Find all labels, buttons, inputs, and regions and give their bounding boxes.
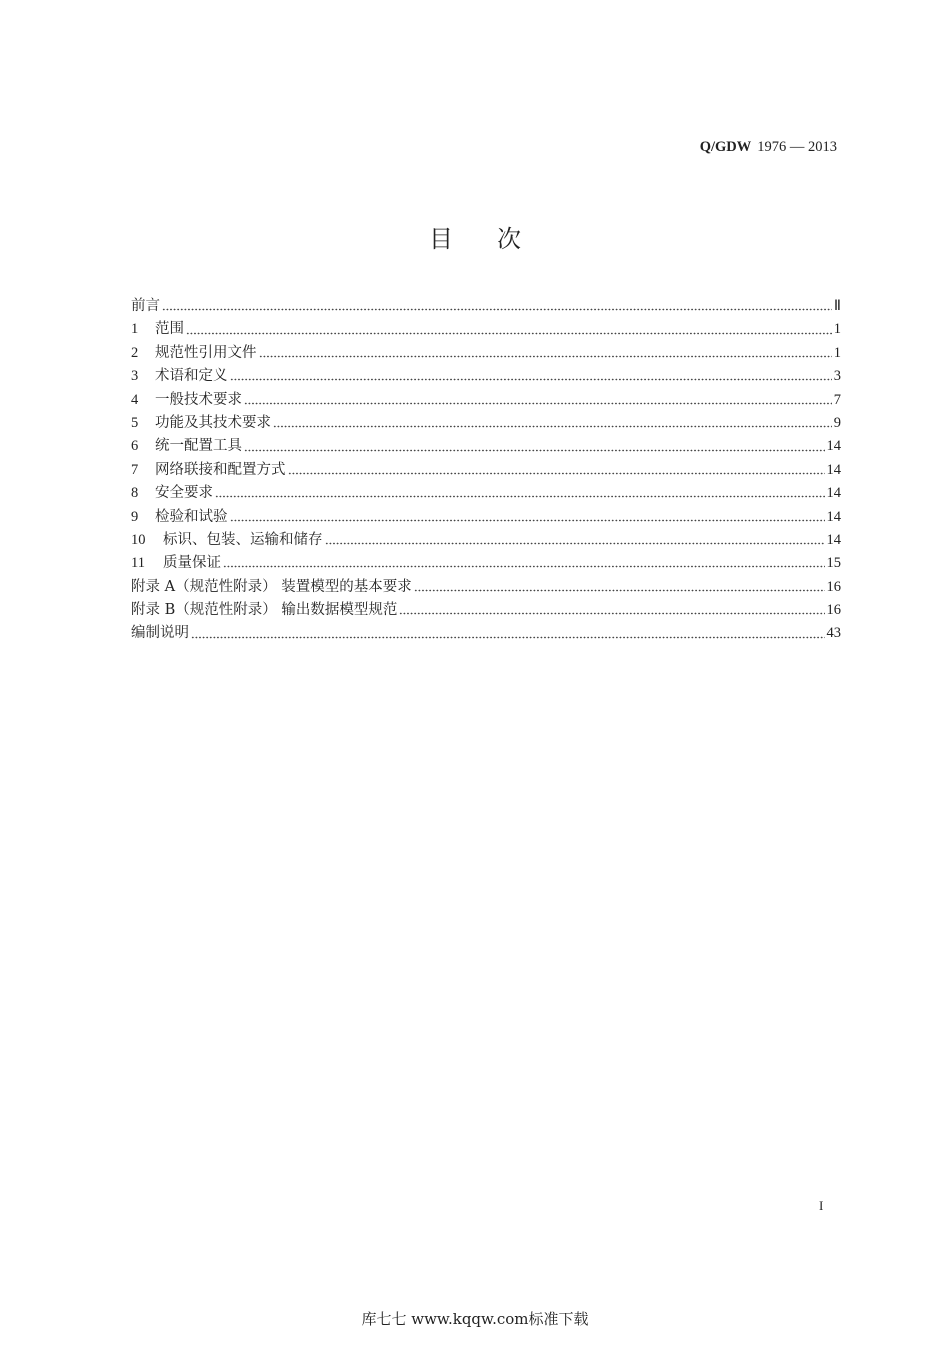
- toc-entry-label: 附录 A（规范性附录） 装置模型的基本要求: [131, 578, 412, 595]
- standard-code: 1976 — 2013: [757, 139, 837, 155]
- toc-entry-page: 14: [826, 531, 841, 548]
- standard-number: [700, 139, 837, 156]
- toc-entry[interactable]: [131, 412, 841, 435]
- dot-leader: [244, 449, 825, 452]
- toc-entry-number: 3: [131, 368, 139, 385]
- toc-entry-label: 前言: [131, 298, 160, 314]
- toc-entry[interactable]: [131, 318, 841, 341]
- toc-entry[interactable]: [131, 552, 841, 575]
- dot-leader: [259, 355, 832, 358]
- toc-entry-label: 一般技术要求: [155, 391, 242, 408]
- toc-entry-label: 统一配置工具: [155, 438, 242, 455]
- dot-leader: [230, 378, 832, 381]
- dot-leader: [399, 612, 824, 615]
- page-title: 目次: [429, 225, 565, 253]
- page-number: I: [819, 1198, 824, 1213]
- toc-entry-page: 43: [826, 625, 841, 642]
- dot-leader: [273, 425, 832, 428]
- toc-entry-page: 14: [826, 438, 841, 455]
- toc-entry-number: 8: [131, 485, 139, 502]
- toc-entry-label: 标识、包装、运输和储存: [163, 531, 323, 548]
- toc-entry-label: 质量保证: [163, 555, 221, 572]
- dot-leader: [244, 402, 832, 405]
- toc-entry[interactable]: [131, 506, 841, 529]
- toc-entry[interactable]: [131, 435, 841, 458]
- toc-entry-page: 16: [826, 602, 841, 619]
- toc-entry-label: 安全要求: [155, 485, 213, 502]
- toc-entry-number: 9: [131, 508, 139, 525]
- toc-entry[interactable]: [131, 529, 841, 552]
- dot-leader: [191, 636, 825, 639]
- toc-entry[interactable]: [131, 365, 841, 388]
- dot-leader: [414, 589, 825, 592]
- toc-entry-number: 2: [131, 344, 139, 361]
- toc-entry-page: 1: [833, 344, 841, 361]
- toc-entry-page: 3: [833, 368, 841, 385]
- dot-leader: [162, 308, 832, 311]
- toc-entry-label: 规范性引用文件: [155, 344, 257, 361]
- toc-entry-label: 附录 B（规范性附录） 输出数据模型规范: [131, 602, 398, 619]
- dot-leader: [215, 495, 825, 498]
- toc-entry[interactable]: [131, 342, 841, 365]
- toc-entry-page: 16: [826, 578, 841, 595]
- toc-entry[interactable]: [131, 295, 841, 318]
- dot-leader: [325, 542, 825, 545]
- toc-entry-page: 9: [833, 414, 841, 431]
- toc-entry-label: 范围: [155, 321, 184, 338]
- toc-entry-number: 4: [131, 391, 139, 408]
- dot-leader: [288, 472, 825, 475]
- standard-prefix: Q/GDW: [699, 139, 752, 155]
- toc-entry-page: 14: [826, 485, 841, 502]
- dot-leader: [186, 332, 832, 335]
- toc-entry[interactable]: [131, 599, 841, 622]
- toc-entry[interactable]: [131, 389, 841, 412]
- toc-entry[interactable]: [131, 622, 841, 645]
- toc-entry-label: 术语和定义: [155, 368, 228, 385]
- toc-entry-label: 功能及其技术要求: [155, 414, 271, 431]
- table-of-contents: [131, 295, 841, 646]
- footer-watermark: 库七七 www.kqqw.com标准下载: [361, 1310, 589, 1328]
- toc-entry-page: 14: [826, 461, 841, 478]
- toc-entry-page: Ⅱ: [833, 298, 841, 314]
- toc-entry-number: 11: [131, 555, 145, 572]
- toc-entry-number: 10: [131, 531, 146, 548]
- toc-entry-number: 6: [131, 438, 139, 455]
- toc-entry-number: 7: [131, 461, 139, 478]
- toc-entry-label: 检验和试验: [155, 508, 228, 525]
- toc-entry-number: 5: [131, 414, 139, 431]
- toc-entry-label: 编制说明: [131, 625, 189, 642]
- dot-leader: [223, 565, 825, 568]
- toc-entry-page: 7: [833, 391, 841, 408]
- toc-entry-label: 网络联接和配置方式: [155, 461, 286, 478]
- toc-entry[interactable]: [131, 459, 841, 482]
- toc-entry-page: 14: [826, 508, 841, 525]
- dot-leader: [230, 519, 825, 522]
- toc-entry-page: 1: [833, 321, 841, 338]
- toc-entry-page: 15: [826, 555, 841, 572]
- toc-entry[interactable]: [131, 576, 841, 599]
- toc-entry[interactable]: [131, 482, 841, 505]
- toc-entry-number: 1: [131, 321, 139, 338]
